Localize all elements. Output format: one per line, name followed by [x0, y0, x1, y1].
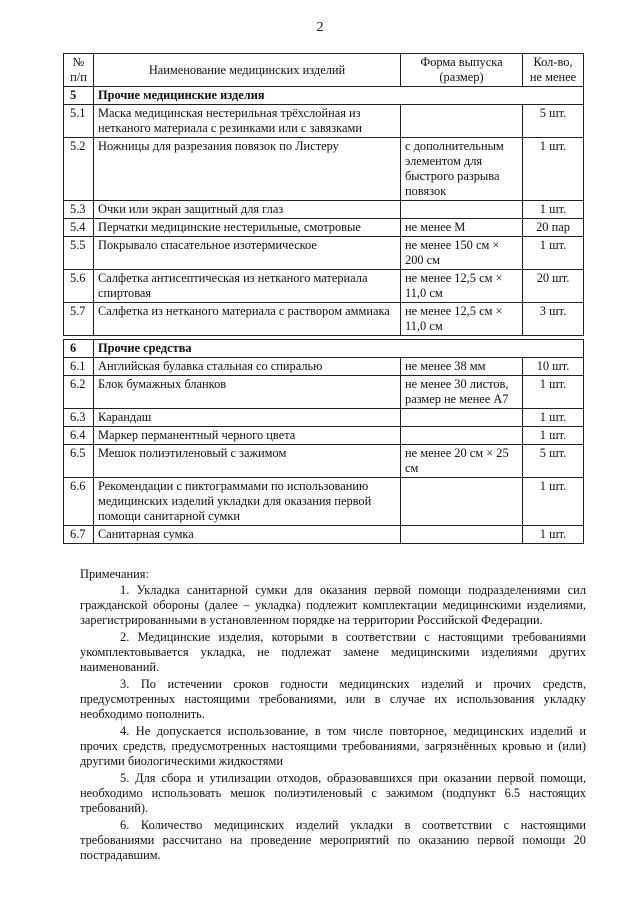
notes-list: [80, 583, 586, 863]
note-item: 5. Для сбора и утилизации отходов, образовавшихся при оказании первой помощи, необходимо использовать мешок полиэтиленовый с зажимом (подпункт 6.5 настоящих требований).: [80, 771, 586, 815]
row-name: Санитарная сумка: [94, 526, 401, 544]
table-row: [64, 270, 584, 303]
row-form: [401, 526, 523, 544]
row-form: не менее 12,5 см × 11,0 см: [401, 270, 523, 303]
section-row: [64, 340, 584, 358]
row-form: [401, 427, 523, 445]
section-num: 5: [64, 87, 94, 105]
header-name: Наименование медицинских изделий: [94, 54, 401, 87]
other-items-table: [63, 339, 584, 544]
table-row: [64, 358, 584, 376]
page-number: 2: [316, 20, 324, 35]
row-num: 6.4: [64, 427, 94, 445]
row-form: [401, 201, 523, 219]
row-name: Блок бумажных бланков: [94, 376, 401, 409]
note-item: 4. Не допускается использование, в том числе повторное, медицинских изделий и прочих средств, предусмотренных настоящими требованиями, загрязнённых кровью и (или) другими биологическими жидкостями: [80, 724, 586, 768]
row-num: 5.1: [64, 105, 94, 138]
row-qty: 5 шт.: [523, 105, 584, 138]
row-qty: 1 шт.: [523, 201, 584, 219]
table-row: [64, 237, 584, 270]
row-qty: 1 шт.: [523, 237, 584, 270]
row-name: Мешок полиэтиленовый с зажимом: [94, 445, 401, 478]
row-num: 5.7: [64, 303, 94, 336]
section-title: Прочие медицинские изделия: [94, 87, 584, 105]
note-item: 6. Количество медицинских изделий укладки в соответствии с настоящими требованиями рассчитано на проведение мероприятий по оказанию первой помощи 20 пострадавшим.: [80, 818, 586, 862]
row-qty: 20 шт.: [523, 270, 584, 303]
table-header-row: [64, 54, 584, 87]
row-num: 5.5: [64, 237, 94, 270]
row-qty: 1 шт.: [523, 138, 584, 201]
row-name: Рекомендации с пиктограммами по использованию медицинских изделий укладки для оказания первой помощи санитарной сумки: [94, 478, 401, 526]
row-form: [401, 105, 523, 138]
row-form: не менее М: [401, 219, 523, 237]
row-name: Салфетка из нетканого материала с раствором аммиака: [94, 303, 401, 336]
row-form: с дополнительным элементом для быстрого разрыва повязок: [401, 138, 523, 201]
row-name: Маркер перманентный черного цвета: [94, 427, 401, 445]
row-qty: 1 шт.: [523, 478, 584, 526]
row-num: 5.2: [64, 138, 94, 201]
note-item: 3. По истечении сроков годности медицинских изделий и прочих средств, предусмотренных настоящими требованиями, или в случае их использования укладку необходимо пополнить.: [80, 677, 586, 721]
notes-block: [80, 567, 586, 863]
table-row: [64, 376, 584, 409]
row-form: [401, 409, 523, 427]
row-qty: 1 шт.: [523, 409, 584, 427]
table-row: [64, 478, 584, 526]
row-num: 5.4: [64, 219, 94, 237]
table-row: [64, 219, 584, 237]
table-row: [64, 303, 584, 336]
row-name: Маска медицинская нестерильная трёхслойная из нетканого материала с резинками или с завязками: [94, 105, 401, 138]
table-row: [64, 105, 584, 138]
header-form: Форма выпуска (размер): [401, 54, 523, 87]
table-row: [64, 427, 584, 445]
row-qty: 1 шт.: [523, 526, 584, 544]
row-qty: 3 шт.: [523, 303, 584, 336]
row-name: Очки или экран защитный для глаз: [94, 201, 401, 219]
medical-items-table: [63, 53, 584, 336]
row-name: Перчатки медицинские нестерильные, смотровые: [94, 219, 401, 237]
row-form: не менее 12,5 см × 11,0 см: [401, 303, 523, 336]
row-name: Карандаш: [94, 409, 401, 427]
row-form: не менее 38 мм: [401, 358, 523, 376]
row-qty: 1 шт.: [523, 376, 584, 409]
row-form: не менее 30 листов, размер не менее А7: [401, 376, 523, 409]
header-num: № п/п: [64, 54, 94, 87]
header-qty: Кол-во, не менее: [523, 54, 584, 87]
note-item: 2. Медицинские изделия, которыми в соответствии с настоящими требованиями укомплектовывается укладка, не подлежат замене медицинскими изделиями других наименований.: [80, 630, 586, 674]
row-name: Салфетка антисептическая из нетканого материала спиртовая: [94, 270, 401, 303]
row-form: не менее 20 см × 25 см: [401, 445, 523, 478]
row-num: 6.7: [64, 526, 94, 544]
row-name: Ножницы для разрезания повязок по Листеру: [94, 138, 401, 201]
row-qty: 1 шт.: [523, 427, 584, 445]
section-row: [64, 87, 584, 105]
section-num: 6: [64, 340, 94, 358]
table-row: [64, 445, 584, 478]
row-form: не менее 150 см × 200 см: [401, 237, 523, 270]
section-title: Прочие средства: [94, 340, 584, 358]
row-name: Английская булавка стальная со спиралью: [94, 358, 401, 376]
row-num: 5.3: [64, 201, 94, 219]
table-row: [64, 409, 584, 427]
note-item: 1. Укладка санитарной сумки для оказания первой помощи подразделениями сил гражданской обороны (далее – укладка) подлежит комплектации медицинскими изделиями, зарегистрированными в установленном порядке на территории Российской Федерации.: [80, 583, 586, 627]
table-row: [64, 201, 584, 219]
table-row: [64, 138, 584, 201]
row-num: 6.1: [64, 358, 94, 376]
row-name: Покрывало спасательное изотермическое: [94, 237, 401, 270]
notes-title: Примечания:: [80, 567, 149, 581]
row-qty: 10 шт.: [523, 358, 584, 376]
row-num: 6.6: [64, 478, 94, 526]
table-row: [64, 526, 584, 544]
row-num: 5.6: [64, 270, 94, 303]
row-num: 6.2: [64, 376, 94, 409]
row-qty: 5 шт.: [523, 445, 584, 478]
row-qty: 20 пар: [523, 219, 584, 237]
row-form: [401, 478, 523, 526]
row-num: 6.3: [64, 409, 94, 427]
row-num: 6.5: [64, 445, 94, 478]
